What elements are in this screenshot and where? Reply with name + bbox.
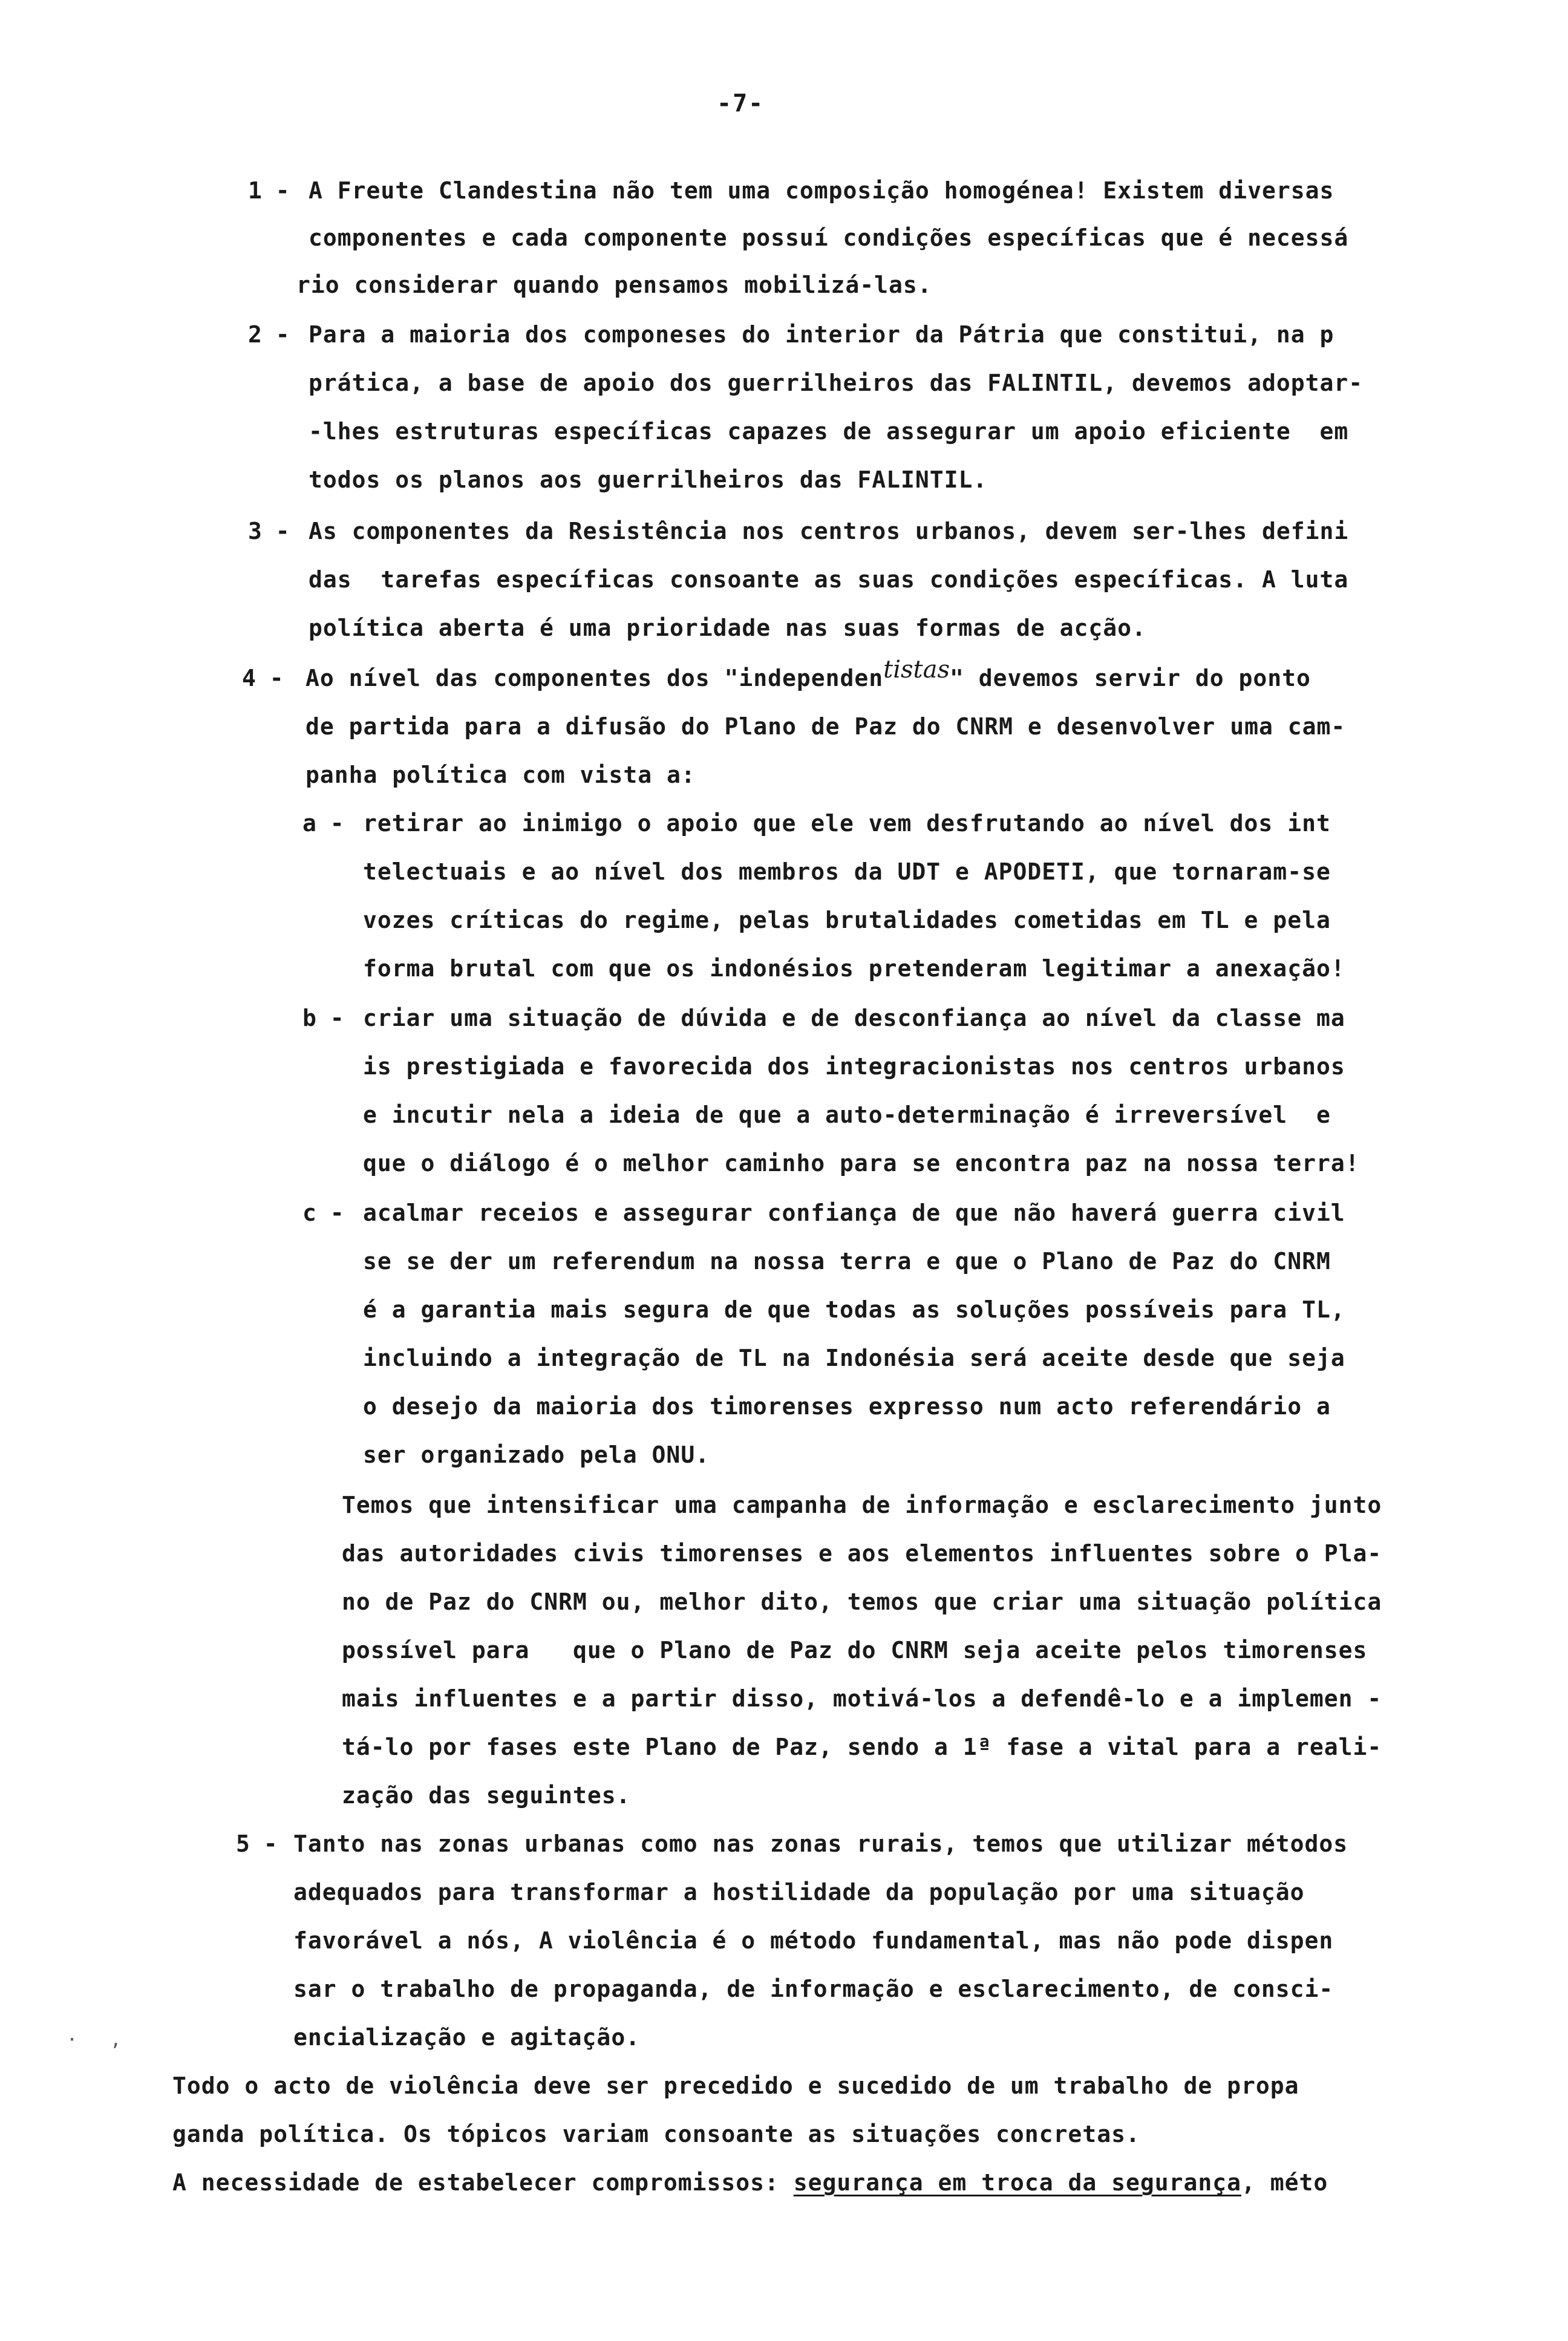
paragraph-line-6: tá-lo por fases este Plano de Paz, sendo a 1ª fase a vital para a reali-	[342, 1734, 1382, 1760]
item-3-marker: 3 -	[248, 518, 290, 544]
subitem-a-line-4: forma brutal com que os indonésios pretenderam legitimar a anexação!	[363, 955, 1345, 982]
paragraph-line-1: Temos que intensificar uma campanha de informação e esclarecimento junto	[342, 1492, 1382, 1518]
subitem-b-line-2: is prestigiada e favorecida dos integracionistas nos centros urbanos	[363, 1053, 1345, 1080]
underlined-phrase: segurança em troca da segurança	[793, 2169, 1241, 2196]
item-4-marker: 4 -	[242, 665, 284, 691]
item-1-line-1: A Freute Clandestina não tem uma composição homogénea! Existem diversas	[309, 177, 1334, 204]
subitem-a-line-1: retirar ao inimigo o apoio que ele vem desfrutando ao nível dos int	[363, 810, 1331, 837]
margin-mark: · ,	[67, 2029, 122, 2051]
subitem-c-line-3: é a garantia mais segura de que todas as soluções possíveis para TL,	[363, 1296, 1345, 1323]
subitem-c-line-1: acalmar receios e assegurar confiança de que não haverá guerra civil	[363, 1200, 1345, 1226]
subitem-c-line-6: ser organizado pela ONU.	[363, 1441, 710, 1468]
item-2-line-3: -lhes estruturas específicas capazes de assegurar um apoio eficiente em	[309, 418, 1349, 445]
item-3-line-3: política aberta é uma prioridade nas suas formas de acção.	[309, 615, 1146, 641]
handwritten-correction: tistas	[883, 656, 950, 684]
subitem-c-line-4: incluindo a integração de TL na Indonésia será aceite desde que seja	[363, 1345, 1345, 1371]
subitem-a-line-2: telectuais e ao nível dos membros da UDT e APODETI, que tornaram-se	[363, 858, 1331, 885]
subitem-c-line-5: o desejo da maioria dos timorenses expresso num acto referendário a	[363, 1393, 1331, 1420]
item-2-line-4: todos os planos aos guerrilheiros das FALINTIL.	[309, 466, 988, 493]
item-2-marker: 2 -	[248, 321, 290, 348]
item-5-line-3: favorável a nós, A violência é o método fundamental, mas não pode dispen	[293, 1927, 1334, 1954]
item-5-marker: 5 -	[236, 1830, 278, 1857]
item-1-marker: 1 -	[248, 177, 290, 204]
item-2-line-2: prática, a base de apoio dos guerrilheiros das FALINTIL, devemos adoptar-	[309, 370, 1364, 396]
subitem-b-line-3: e incutir nela a ideia de que a auto-determinação é irreversível e	[363, 1102, 1331, 1128]
paragraph-line-4: possível para que o Plano de Paz do CNRM seja aceite pelos timorenses	[342, 1637, 1368, 1664]
item-5-line-1: Tanto nas zonas urbanas como nas zonas rurais, temos que utilizar métodos	[293, 1830, 1348, 1857]
item-3-line-1: As componentes da Resistência nos centros urbanos, devem ser-lhes defini	[309, 518, 1349, 544]
subitem-b-marker: b -	[302, 1005, 344, 1031]
item-5-line-5: encialização e agitação.	[293, 2024, 641, 2051]
item-4-line-3: panha política com vista a:	[305, 762, 696, 788]
item-5-line-2: adequados para transformar a hostilidade da população por uma situação	[293, 1879, 1305, 1905]
item-2-line-1: Para a maioria dos componeses do interior da Pátria que constitui, na p	[309, 321, 1334, 348]
page-number: -7-	[717, 90, 765, 117]
closing-line-3-start: A necessidade de estabelecer compromissos:	[172, 2169, 794, 2196]
subitem-a-marker: a -	[302, 810, 344, 837]
subitem-a-line-3: vozes críticas do regime, pelas brutalidades cometidas em TL e pela	[363, 907, 1331, 933]
item-4-line-1-start: Ao nível das componentes dos "independen	[305, 665, 884, 691]
subitem-b-line-1: criar uma situação de dúvida e de desconfiança ao nível da classe ma	[363, 1005, 1345, 1031]
item-4-line-2: de partida para a difusão do Plano de Paz do CNRM e desenvolver uma cam-	[305, 713, 1346, 740]
paragraph-line-3: no de Paz do CNRM ou, melhor dito, temos que criar uma situação política	[342, 1588, 1382, 1615]
closing-line-3	[172, 2169, 1328, 2196]
item-5-line-4: sar o trabalho de propaganda, de informação e esclarecimento, de consci-	[293, 1976, 1334, 2002]
item-1-line-2: componentes e cada componente possuí condições específicas que é necessá	[309, 224, 1349, 251]
item-4-line-1	[305, 656, 1311, 692]
closing-line-1: Todo o acto de violência deve ser precedido e sucedido de um trabalho de propa	[172, 2072, 1299, 2099]
paragraph-line-7: zação das seguintes.	[342, 1782, 631, 1809]
subitem-c-marker: c -	[302, 1200, 344, 1226]
subitem-c-line-2: se se der um referendum na nossa terra e que o Plano de Paz do CNRM	[363, 1248, 1331, 1275]
paragraph-line-5: mais influentes e a partir disso, motivá-los a defendê-lo e a implemen -	[342, 1685, 1382, 1712]
item-1-line-3: rio considerar quando pensamos mobilizá-las.	[296, 272, 932, 298]
item-4-line-1-end: " devemos servir do ponto	[949, 665, 1311, 691]
item-3-line-2: das tarefas específicas consoante as suas condições específicas. A luta	[309, 566, 1349, 593]
closing-line-3-end: , méto	[1241, 2169, 1328, 2196]
paragraph-line-2: das autoridades civis timorenses e aos elementos influentes sobre o Pla-	[342, 1540, 1382, 1567]
closing-line-2: ganda política. Os tópicos variam consoante as situações concretas.	[172, 2121, 1140, 2147]
subitem-b-line-4: que o diálogo é o melhor caminho para se encontra paz na nossa terra!	[363, 1150, 1360, 1177]
